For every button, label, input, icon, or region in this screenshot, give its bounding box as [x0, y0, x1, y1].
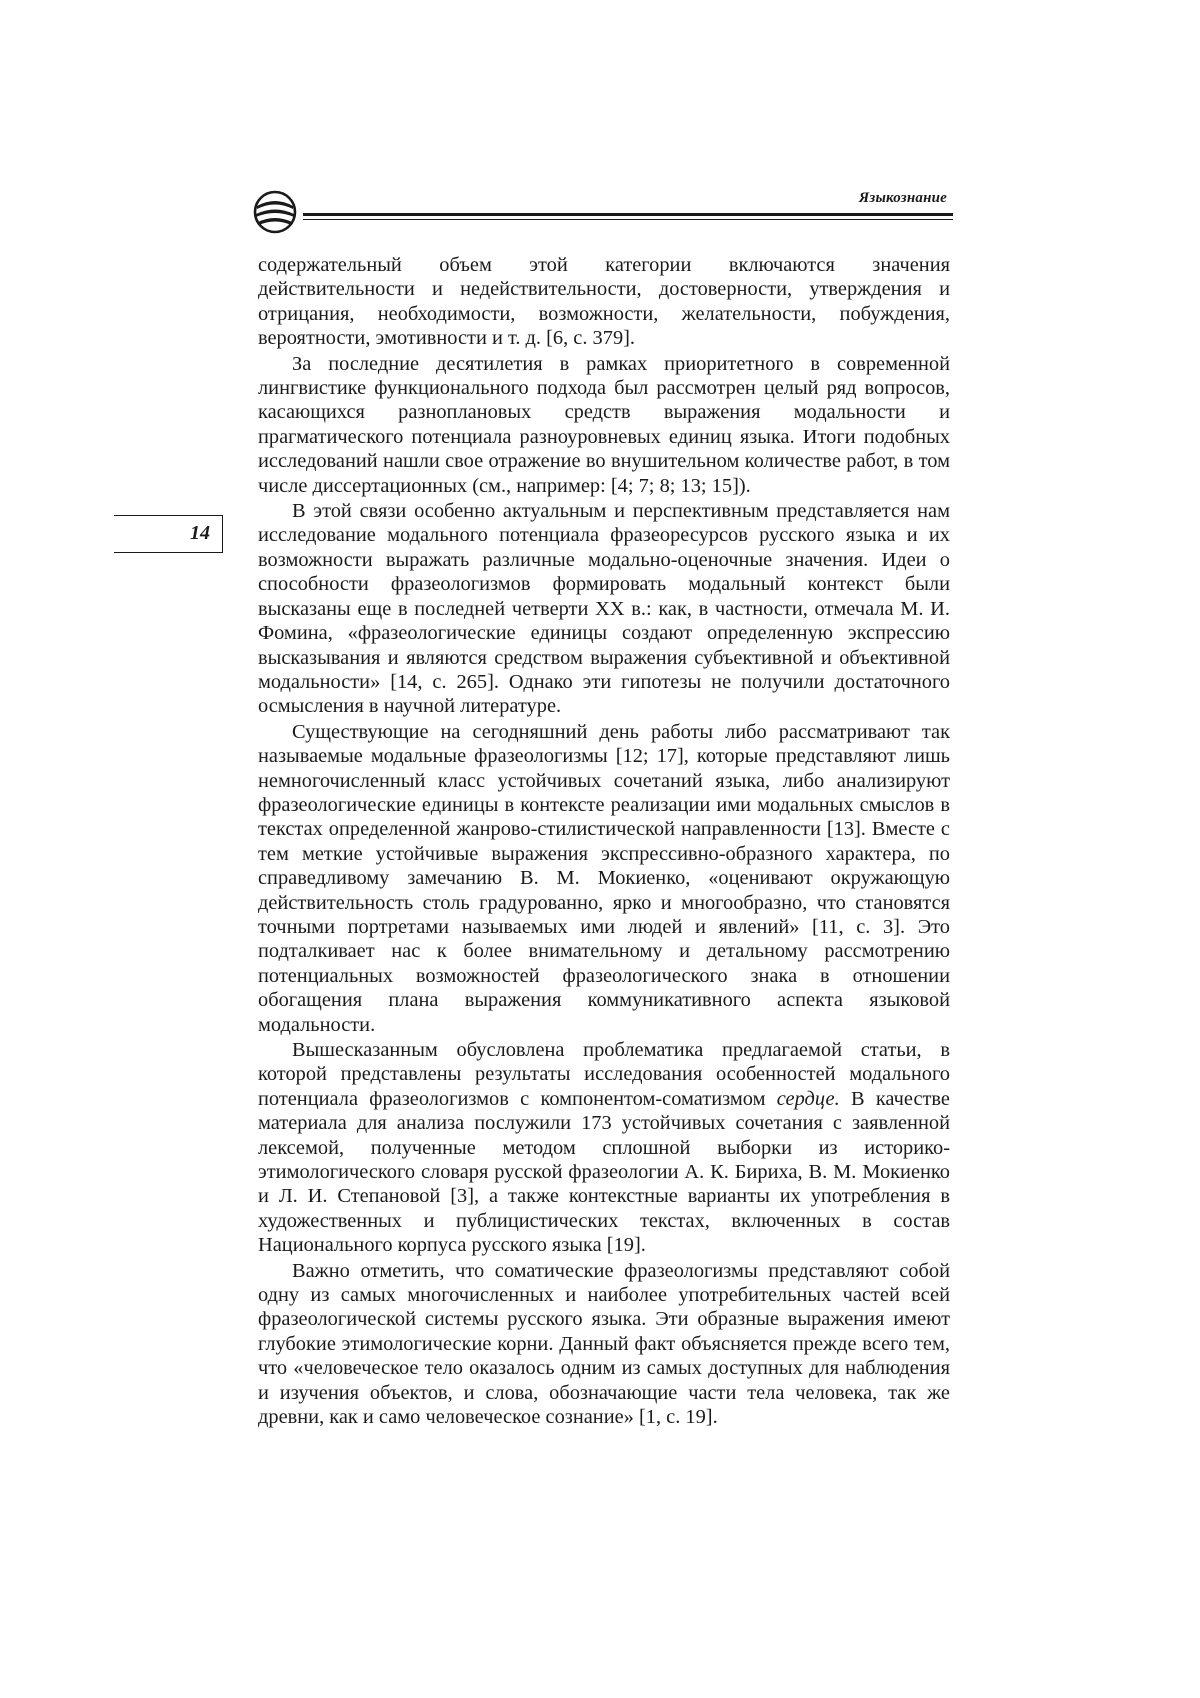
paragraph-2: За последние десятилетия в рамках приоритетного в современной лингвистике функционального подхода был рассмотрен целый ряд вопросов, касающихся разноплановых средств выражения модальности и прагматического потенциала разноуровневых единиц языка. Итоги подобных исследований нашли свое отражение во внушительном количестве работ, в том числе диссертационных (см., например: [4; 7; 8; 13; 15]). [258, 352, 950, 497]
running-header [253, 186, 953, 234]
article-body [258, 253, 950, 1430]
paragraph-5-text-after: В качестве материала для анализа послужили 173 устойчивых сочетания с заявленной лексемой, полученные методом сплошной выборки из историко-этимологического словаря русской фразеологии А. К. Бириха, В. М. Мокиенко и Л. И. Степановой [3], а также контекстные варианты их употребления в художественных и публицистических текстах, включенных в состав Национального корпуса русского языка [19]. [258, 1087, 950, 1257]
paragraph-5-text-before: Вышесказанным обусловлена проблематика предлагаемой статьи, в которой представлены результаты исследования особенностей модального потенциала фразеологизмов с компонентом-соматизмом [258, 1039, 950, 1110]
paragraph-5-italic-term: сердце. [776, 1087, 840, 1110]
header-rule-thick [303, 213, 953, 216]
paragraph-3: В этой связи особенно актуальным и перспективным представляется нам исследование модального потенциала фразеоресурсов русского языка и их возможности выражать различные модально-оценочные значения. Идеи о способности фразеологизмов формировать модальный контекст были высказаны еще в последней четверти XX в.: как, в частности, отмечала М. И. Фомина, «фразеологические единицы создают определенную экспрессию высказывания и являются средством выражения субъективной и объективной модальности» [14, с. 265]. Однако эти гипотезы не получили достаточного осмысления в научной литературе. [258, 500, 950, 718]
page-number-box [114, 515, 223, 553]
journal-logo-icon [253, 190, 299, 234]
paragraph-4: Существующие на сегодняшний день работы либо рассматривают так называемые модальные фразеологизмы [12; 17], которые представляют лишь немногочисленный класс устойчивых сочетаний языка, либо анализируют фразеологические единицы в контексте реализации ими модальных смыслов в текстах определенной жанрово-стилистической направленности [13]. Вместе с тем меткие устойчивые выражения экспрессивно-образного характера, по справедливому замечанию В. М. Мокиенко, «оценивают окружающую действительность столь градурованно, ярко и многообразно, что становятся точными портретами называемых ими людей и явлений» [11, с. 3]. Это подталкивает нас к более внимательному и детальному рассмотрению потенциальных возможностей фразеологического знака в отношении обогащения плана выражения коммуникативного аспекта языковой модальности. [258, 720, 950, 1036]
page-number: 14 [190, 522, 210, 544]
section-title: Языкознание [858, 190, 947, 206]
paragraph-6: Важно отметить, что соматические фразеологизмы представляют собой одну из самых многочисленных и наиболее употребительных частей всей фразеологической системы русского языка. Эти образные выражения имеют глубокие этимологические корни. Данный факт объясняется прежде всего тем, что «человеческое тело оказалось одним из самых доступных для наблюдения и изучения объектов, и слова, обозначающие части тела человека, так же древни, как и само человеческое сознание» [1, с. 19]. [258, 1259, 950, 1429]
header-rule-thin [303, 219, 953, 220]
paragraph-5 [258, 1038, 950, 1258]
paragraph-1: содержательный объем этой категории включаются значения действительности и недействительности, достоверности, утверждения и отрицания, необходимости, возможности, желательности, побуждения, вероятности, эмотивности и т. д. [6, с. 379]. [258, 254, 950, 350]
